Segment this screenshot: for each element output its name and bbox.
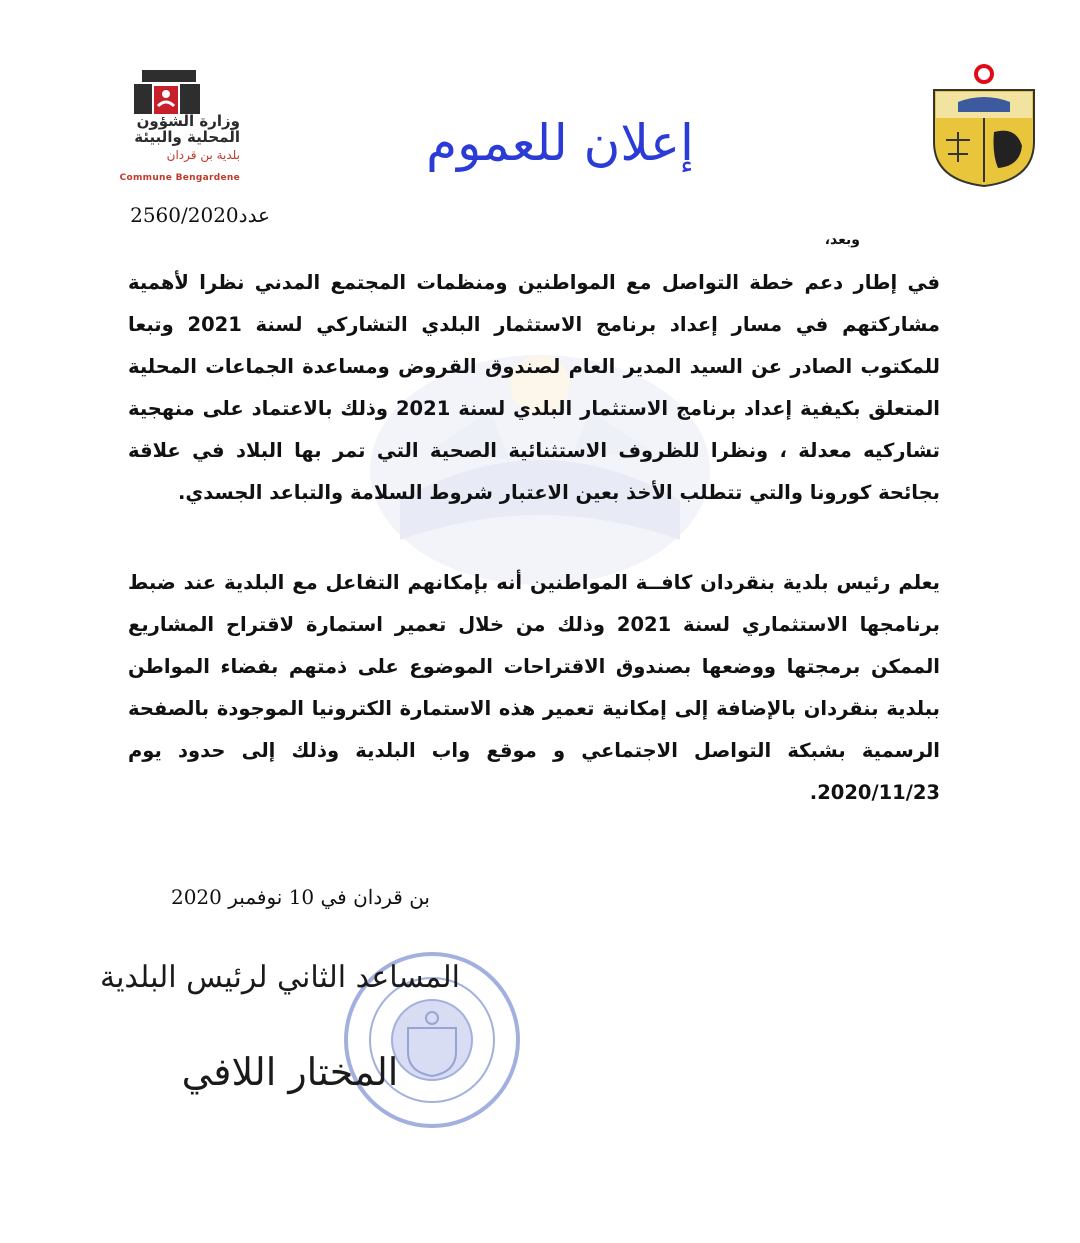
reference-number: عدد2560/2020 — [130, 203, 270, 227]
signatory-title: المساعد الثاني لرئيس البلدية — [100, 960, 460, 995]
ministry-name-line1: وزارة الشؤون — [136, 112, 240, 130]
announcement-paragraph-1: في إطار دعم خطة التواصل مع المواطنين ومنظمات المجتمع المدني نظرا لأهمية مشاركتهم في مسار إعداد برنامج الاستثمار البلدي التشاركي لسنة 2021 وتبعا للمكتوب الصادر عن السيد المدير العام لصندوق القروض ومساعدة الجماعات المحلية المتعلق بكيفية إعداد برنامج الاستثمار البلدي لسنة 2021 وذلك بالاعتماد على منهجية تشاركيه معدلة ، ونظرا للظروف الاستثنائية الصحية التي تمر بها البلاد في علاقة بجائحة كورونا والتي تتطلب الأخذ بعين الاعتبار شروط السلامة والتباعد الجسدي. — [128, 271, 941, 504]
announcement-paragraph-2: يعلم رئيس بلدية بنقردان كافــة المواطنين أنه بإمكانهم التفاعل مع البلدية عند ضبط برنامجها الاستثماري لسنة 2021 وذلك من خلال تعمير استمارة لاقتراح المشاريع الممكن برمجتها ووضعها بصندوق الاقتراحات الموضوع على ذمتهم بفضاء المواطن ببلدية بنقردان بالإضافة إلى إمكانية تعمير هذه الاستمارة الكترونيا الموجودة بالصفحة الرسمية بشبكة التواصل الاجتماعي و موقع واب البلدية وذلك إلى حدود يوم 2020/11/23. — [128, 571, 940, 804]
commune-name-french: Commune Bengardene — [119, 173, 240, 183]
tunisia-coat-of-arms-icon — [928, 62, 1040, 188]
salutation: وبعد، — [824, 232, 860, 248]
date-line: بن قردان في 10 نوفمبر 2020 — [170, 885, 430, 909]
commune-name-arabic: بلدية بن قردان — [166, 148, 240, 162]
signatory-name: المختار اللافي — [181, 1050, 399, 1094]
page-title: إعلان للعموم — [426, 114, 694, 172]
ministry-name — [60, 113, 240, 145]
ministry-name-line2: المحلية والبيئة — [134, 128, 240, 146]
